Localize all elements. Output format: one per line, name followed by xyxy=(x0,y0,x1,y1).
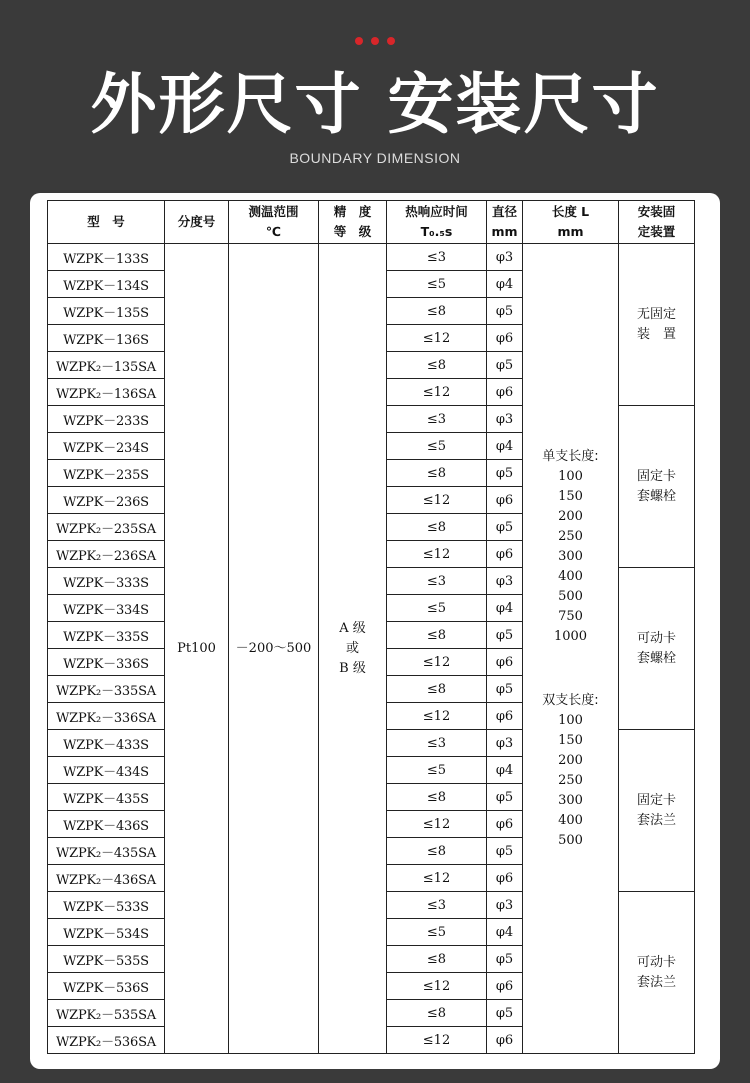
mounting-cell xyxy=(619,892,695,1054)
mounting-line: 可动卡 xyxy=(636,630,676,646)
diameter-cell: φ3 xyxy=(487,892,523,919)
response-time-cell: ≤8 xyxy=(387,1000,487,1027)
diameter-cell: φ5 xyxy=(487,298,523,325)
length-single-value: 500 xyxy=(558,588,583,604)
length-single-value: 750 xyxy=(558,608,583,624)
model-cell: WZPK－334S xyxy=(48,595,165,622)
model-cell: WZPK₂－336SA xyxy=(48,703,165,730)
diameter-cell: φ3 xyxy=(487,730,523,757)
table-header-row xyxy=(48,201,695,244)
model-cell: WZPK₂－435SA xyxy=(48,838,165,865)
length-single-value: 250 xyxy=(558,528,583,544)
header-length: 长度 L mm xyxy=(523,201,619,244)
accuracy-cell xyxy=(319,244,387,1054)
model-cell: WZPK₂－535SA xyxy=(48,1000,165,1027)
mounting-line: 套法兰 xyxy=(636,812,676,828)
response-time-cell: ≤12 xyxy=(387,811,487,838)
diameter-cell: φ3 xyxy=(487,406,523,433)
diameter-cell: φ5 xyxy=(487,946,523,973)
header-diameter: 直径 mm xyxy=(487,201,523,244)
response-time-cell: ≤8 xyxy=(387,460,487,487)
header-accuracy: 精 度 等 级 xyxy=(319,201,387,244)
model-cell: WZPK－335S xyxy=(48,622,165,649)
model-cell: WZPK－535S xyxy=(48,946,165,973)
mounting-line: 装 置 xyxy=(636,326,676,342)
model-cell: WZPK－434S xyxy=(48,757,165,784)
page-title: 外形尺寸 安装尺寸 xyxy=(90,66,660,143)
model-cell: WZPK－435S xyxy=(48,784,165,811)
diameter-cell: φ6 xyxy=(487,1027,523,1054)
response-time-cell: ≤3 xyxy=(387,568,487,595)
length-double-value: 500 xyxy=(558,832,583,848)
model-cell: WZPK₂－235SA xyxy=(48,514,165,541)
length-single-value: 400 xyxy=(558,568,583,584)
mounting-cell xyxy=(619,568,695,730)
diameter-cell: φ6 xyxy=(487,811,523,838)
length-single-value: 300 xyxy=(558,548,583,564)
diameter-cell: φ5 xyxy=(487,460,523,487)
response-time-cell: ≤12 xyxy=(387,325,487,352)
response-time-cell: ≤8 xyxy=(387,946,487,973)
model-cell: WZPK－436S xyxy=(48,811,165,838)
diameter-cell: φ4 xyxy=(487,433,523,460)
dot-icon xyxy=(387,37,395,45)
diameter-cell: φ5 xyxy=(487,676,523,703)
range-cell: －200～500 xyxy=(229,244,319,1054)
response-time-cell: ≤8 xyxy=(387,838,487,865)
response-time-cell: ≤12 xyxy=(387,973,487,1000)
header-range: 测温范围 ℃ xyxy=(229,201,319,244)
response-time-cell: ≤3 xyxy=(387,244,487,271)
response-time-cell: ≤12 xyxy=(387,865,487,892)
model-cell: WZPK－536S xyxy=(48,973,165,1000)
diameter-cell: φ6 xyxy=(487,649,523,676)
diameter-cell: φ6 xyxy=(487,487,523,514)
graduation-cell: Pt100 xyxy=(165,244,229,1054)
table-row xyxy=(48,244,695,271)
mounting-cell xyxy=(619,730,695,892)
length-single-value: 200 xyxy=(558,508,583,524)
mounting-line: 无固定 xyxy=(636,306,676,322)
accuracy-line: B 级 xyxy=(339,660,366,676)
page-subtitle: BOUNDARY DIMENSION xyxy=(289,150,461,166)
diameter-cell: φ4 xyxy=(487,919,523,946)
diameter-cell: φ5 xyxy=(487,622,523,649)
model-cell: WZPK₂－135SA xyxy=(48,352,165,379)
model-cell: WZPK－533S xyxy=(48,892,165,919)
diameter-cell: φ6 xyxy=(487,541,523,568)
diameter-cell: φ5 xyxy=(487,1000,523,1027)
diameter-cell: φ6 xyxy=(487,325,523,352)
diameter-cell: φ5 xyxy=(487,838,523,865)
model-cell: WZPK－433S xyxy=(48,730,165,757)
diameter-cell: φ4 xyxy=(487,595,523,622)
accuracy-line: 或 xyxy=(345,640,359,656)
diameter-cell: φ5 xyxy=(487,352,523,379)
diameter-cell: φ5 xyxy=(487,784,523,811)
diameter-cell: φ5 xyxy=(487,514,523,541)
model-cell: WZPK－333S xyxy=(48,568,165,595)
model-cell: WZPK－236S xyxy=(48,487,165,514)
model-cell: WZPK₂－136SA xyxy=(48,379,165,406)
mounting-line: 套螺栓 xyxy=(636,488,676,504)
length-spacer xyxy=(523,647,618,691)
model-cell: WZPK－534S xyxy=(48,919,165,946)
response-time-cell: ≤5 xyxy=(387,919,487,946)
length-single-value: 150 xyxy=(558,488,583,504)
header-response-time: 热响应时间 T₀.₅s xyxy=(387,201,487,244)
response-time-cell: ≤12 xyxy=(387,487,487,514)
model-cell: WZPK－234S xyxy=(48,433,165,460)
response-time-cell: ≤3 xyxy=(387,406,487,433)
model-cell: WZPK－233S xyxy=(48,406,165,433)
diameter-cell: φ6 xyxy=(487,973,523,1000)
length-double-value: 100 xyxy=(558,712,583,728)
header-mounting: 安装固 定装置 xyxy=(619,201,695,244)
mounting-line: 套螺栓 xyxy=(636,650,676,666)
dot-icon xyxy=(371,37,379,45)
diameter-cell: φ4 xyxy=(487,757,523,784)
model-cell: WZPK－235S xyxy=(48,460,165,487)
diameter-cell: φ4 xyxy=(487,271,523,298)
response-time-cell: ≤5 xyxy=(387,757,487,784)
model-cell: WZPK－134S xyxy=(48,271,165,298)
response-time-cell: ≤5 xyxy=(387,271,487,298)
diameter-cell: φ3 xyxy=(487,568,523,595)
accuracy-line: A 级 xyxy=(339,620,366,636)
response-time-cell: ≤8 xyxy=(387,352,487,379)
mounting-cell xyxy=(619,244,695,406)
response-time-cell: ≤8 xyxy=(387,514,487,541)
model-cell: WZPK₂－335SA xyxy=(48,676,165,703)
response-time-cell: ≤3 xyxy=(387,892,487,919)
diameter-cell: φ3 xyxy=(487,244,523,271)
model-cell: WZPK₂－236SA xyxy=(48,541,165,568)
mounting-line: 固定卡 xyxy=(636,468,676,484)
length-double-label: 双支长度: xyxy=(542,692,599,708)
response-time-cell: ≤12 xyxy=(387,1027,487,1054)
mounting-line: 套法兰 xyxy=(636,974,676,990)
response-time-cell: ≤12 xyxy=(387,649,487,676)
response-time-cell: ≤8 xyxy=(387,676,487,703)
response-time-cell: ≤8 xyxy=(387,298,487,325)
dot-icon xyxy=(355,37,363,45)
model-cell: WZPK－133S xyxy=(48,244,165,271)
response-time-cell: ≤3 xyxy=(387,730,487,757)
length-single-value: 1000 xyxy=(553,628,588,644)
length-single-value: 100 xyxy=(558,468,583,484)
decorative-dots xyxy=(0,30,750,49)
length-double-value: 250 xyxy=(558,772,583,788)
model-cell: WZPK₂－436SA xyxy=(48,865,165,892)
spec-table xyxy=(47,200,695,1054)
mounting-line: 可动卡 xyxy=(636,954,676,970)
length-single-label: 单支长度: xyxy=(542,448,599,464)
mounting-line: 固定卡 xyxy=(636,792,676,808)
response-time-cell: ≤5 xyxy=(387,595,487,622)
response-time-cell: ≤5 xyxy=(387,433,487,460)
diameter-cell: φ6 xyxy=(487,703,523,730)
model-cell: WZPK－336S xyxy=(48,649,165,676)
model-cell: WZPK－136S xyxy=(48,325,165,352)
length-double-value: 200 xyxy=(558,752,583,768)
diameter-cell: φ6 xyxy=(487,865,523,892)
mounting-cell xyxy=(619,406,695,568)
response-time-cell: ≤12 xyxy=(387,541,487,568)
header-graduation: 分度号 xyxy=(165,201,229,244)
response-time-cell: ≤8 xyxy=(387,622,487,649)
response-time-cell: ≤12 xyxy=(387,379,487,406)
response-time-cell: ≤12 xyxy=(387,703,487,730)
model-cell: WZPK－135S xyxy=(48,298,165,325)
response-time-cell: ≤8 xyxy=(387,784,487,811)
length-double-value: 300 xyxy=(558,792,583,808)
length-double-value: 150 xyxy=(558,732,583,748)
model-cell: WZPK₂－536SA xyxy=(48,1027,165,1054)
length-double-value: 400 xyxy=(558,812,583,828)
length-cell xyxy=(523,244,619,1054)
diameter-cell: φ6 xyxy=(487,379,523,406)
header-model: 型 号 xyxy=(48,201,165,244)
spec-card xyxy=(30,193,720,1069)
